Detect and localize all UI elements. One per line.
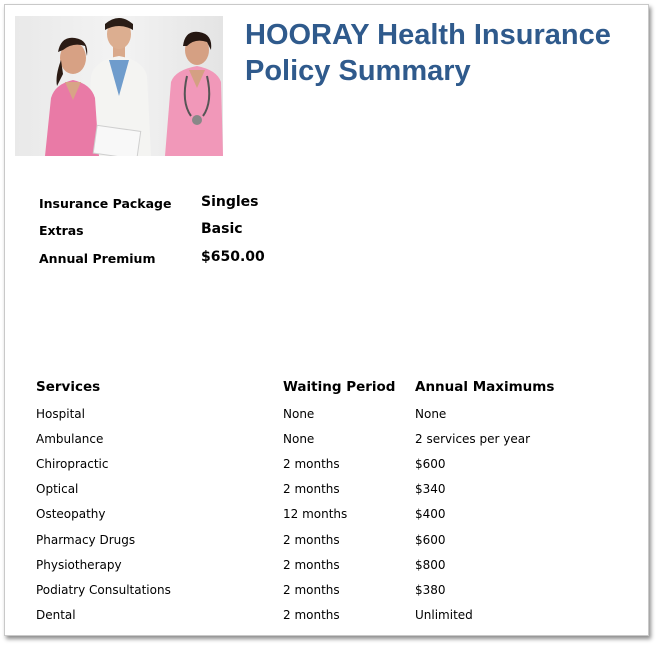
table-row xyxy=(36,457,636,479)
service-cell: Physiotherapy xyxy=(36,558,122,572)
table-row xyxy=(36,482,636,504)
summary-value: Singles xyxy=(201,194,259,210)
table-row xyxy=(36,558,636,580)
summary-label: Annual Premium xyxy=(39,251,156,266)
table-row xyxy=(36,507,636,529)
medical-staff-photo xyxy=(15,16,223,156)
summary-value: $650.00 xyxy=(201,249,265,265)
table-row xyxy=(36,432,636,454)
annual-maximum-cell: $380 xyxy=(415,583,446,597)
service-cell: Podiatry Consultations xyxy=(36,583,171,597)
service-cell: Pharmacy Drugs xyxy=(36,533,136,547)
annual-maximum-cell: $400 xyxy=(415,507,446,521)
service-cell: Chiropractic xyxy=(36,457,109,471)
waiting-period-cell: None xyxy=(283,432,315,446)
service-cell: Ambulance xyxy=(36,432,104,446)
waiting-period-cell: 2 months xyxy=(283,608,340,622)
summary-label: Insurance Package xyxy=(39,196,172,211)
table-row xyxy=(36,407,636,429)
waiting-period-cell: 2 months xyxy=(283,583,340,597)
annual-maximum-cell: $600 xyxy=(415,533,446,547)
annual-maximum-cell: 2 services per year xyxy=(415,432,531,446)
service-cell: Hospital xyxy=(36,407,85,421)
service-cell: Optical xyxy=(36,482,79,496)
service-cell: Osteopathy xyxy=(36,507,106,521)
annual-maximum-cell: Unlimited xyxy=(415,608,473,622)
column-header-services: Services xyxy=(36,379,101,395)
waiting-period-cell: 12 months xyxy=(283,507,348,521)
annual-maximum-cell: $800 xyxy=(415,558,446,572)
annual-maximum-cell: None xyxy=(415,407,447,421)
table-row xyxy=(36,533,636,555)
waiting-period-cell: 2 months xyxy=(283,482,340,496)
waiting-period-cell: 2 months xyxy=(283,533,340,547)
annual-maximum-cell: $340 xyxy=(415,482,446,496)
waiting-period-cell: None xyxy=(283,407,315,421)
service-cell: Dental xyxy=(36,608,76,622)
table-row xyxy=(36,608,636,630)
summary-value: Basic xyxy=(201,221,243,237)
page-title xyxy=(245,17,645,89)
annual-maximum-cell: $600 xyxy=(415,457,446,471)
waiting-period-cell: 2 months xyxy=(283,457,340,471)
table-row xyxy=(36,583,636,605)
column-header-annual-maximums: Annual Maximums xyxy=(415,379,555,395)
policy-document xyxy=(4,4,649,636)
waiting-period-cell: 2 months xyxy=(283,558,340,572)
summary-label: Extras xyxy=(39,223,84,238)
title-line-1: HOORAY Health Insurance xyxy=(245,19,611,51)
column-header-waiting-period: Waiting Period xyxy=(283,379,396,395)
title-line-2: Policy Summary xyxy=(245,55,471,87)
